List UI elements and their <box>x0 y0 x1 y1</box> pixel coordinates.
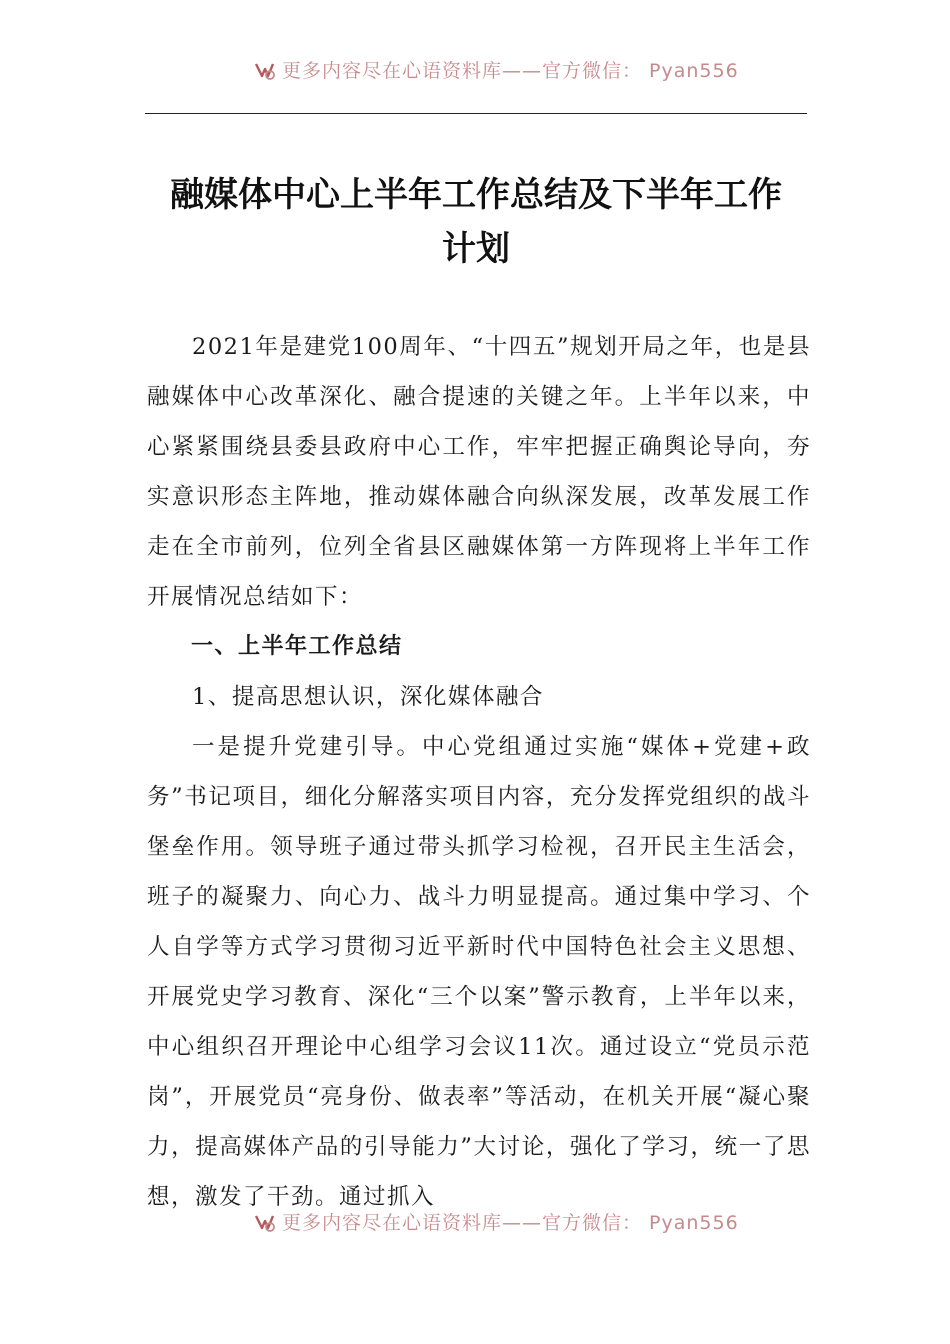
document-body <box>147 322 811 1222</box>
section-heading: 一、上半年工作总结 <box>191 634 403 659</box>
watermark-footer <box>252 1208 739 1235</box>
title-line-1: 融媒体中心上半年工作总结及下半年工作 <box>170 175 782 215</box>
document-title <box>145 168 807 276</box>
subsection-heading: 1、提高思想认识，深化媒体融合 <box>192 684 544 710</box>
logo-icon <box>252 1210 276 1234</box>
paragraph-party-building: 一是提升党建引导。中心党组通过实施“媒体+党建+政务”书记项目，细化分解落实项目内容，充分发挥党组织的战斗堡垒作用。领导班子通过带头抓学习检视，召开民主生活会，班子的凝聚力、向心力、战斗力明显提高。通过集中学习、个人自学等方式学习贯彻习近平新时代中国特色社会主义思想、开展党史学习教育、深化“三个以案”警示教育，上半年以来，中心组织召开理论中心组学习会议11次。通过设立“党员示范岗”，开展党员“亮身份、做表率”等活动，在机关开展“凝心聚力，提高媒体产品的引导能力”大讨论，强化了学习，统一了思想，激发了干劲。通过抓入 <box>147 734 811 1210</box>
watermark-header <box>252 56 739 83</box>
watermark-text: 更多内容尽在心语资料库——官方微信： Pyan556 <box>282 1212 739 1234</box>
paragraph-intro: 2021年是建党100周年、“十四五”规划开局之年，也是县融媒体中心改革深化、融合提速的关键之年。上半年以来，中心紧紧围绕县委县政府中心工作，牢牢把握正确舆论导向，夯实意识形态主阵地，推动媒体融合向纵深发展，改革发展工作走在全市前列，位列全省县区融媒体第一方阵现将上半年工作开展情况总结如下： <box>147 334 811 610</box>
watermark-text: 更多内容尽在心语资料库——官方微信： Pyan556 <box>282 60 739 82</box>
logo-icon <box>252 58 276 82</box>
header-rule <box>145 113 807 114</box>
title-line-2: 计划 <box>442 229 510 269</box>
